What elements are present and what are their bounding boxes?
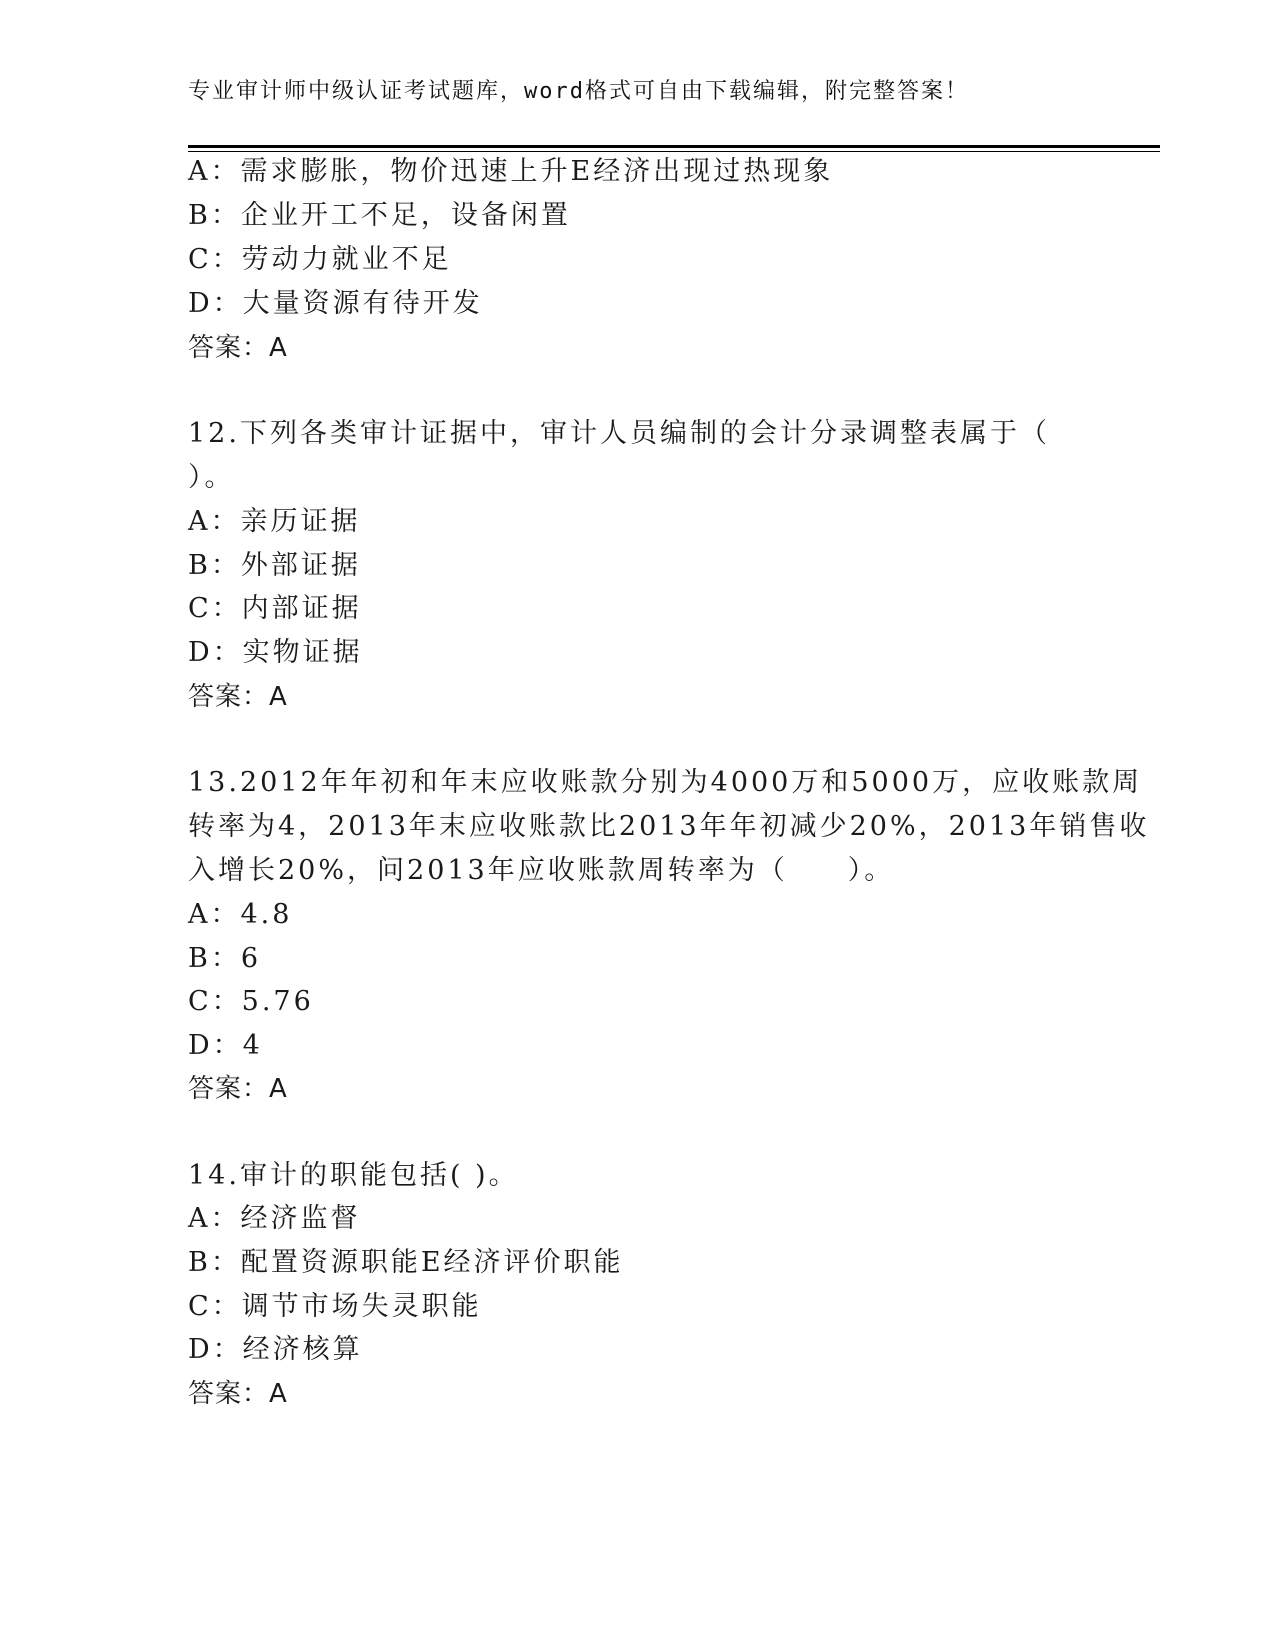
answer: 答案：A [188,682,288,712]
option-a: A：经济监督 [188,1203,361,1234]
option-d: D：大量资源有待开发 [188,288,483,319]
answer: 答案：A [188,1379,288,1409]
page-header: 专业审计师中级认证考试题库，word格式可自由下载编辑，附完整答案！ [188,79,969,104]
option-c: C：调节市场失灵职能 [188,1291,482,1322]
option-d: D：4 [188,1030,263,1061]
option-d: D：经济核算 [188,1334,363,1365]
question-stem: 13.2012年年初和年末应收账款分别为4000万和5000万，应收账款周 [188,767,1143,798]
answer: 答案：A [188,333,288,363]
question-stem-cont: ）。 [188,462,235,493]
question-stem: 14.审计的职能包括( )。 [188,1160,519,1191]
option-c: C：5.76 [188,986,314,1017]
option-a: A：需求膨胀，物价迅速上升E经济出现过热现象 [188,156,834,187]
question-stem-cont: 转率为4，2013年末应收账款比2013年年初减少20%，2013年销售收 [188,811,1150,842]
question-stem-cont: 入增长20%，问2013年应收账款周转率为（ ）。 [188,855,895,886]
option-a: A：4.8 [188,899,293,930]
option-d: D：实物证据 [188,637,363,668]
option-c: C：劳动力就业不足 [188,244,452,275]
option-c: C：内部证据 [188,593,362,624]
question-stem: 12.下列各类审计证据中，审计人员编制的会计分录调整表属于（ [188,418,1050,449]
option-b: B：企业开工不足，设备闲置 [188,200,571,231]
option-b: B：外部证据 [188,550,361,581]
answer: 答案：A [188,1074,288,1104]
option-a: A：亲历证据 [188,506,361,537]
option-b: B：配置资源职能E经济评价职能 [188,1247,624,1278]
option-b: B：6 [188,943,262,974]
header-rule-thin [188,151,1160,152]
header-rule-thick [188,145,1160,148]
